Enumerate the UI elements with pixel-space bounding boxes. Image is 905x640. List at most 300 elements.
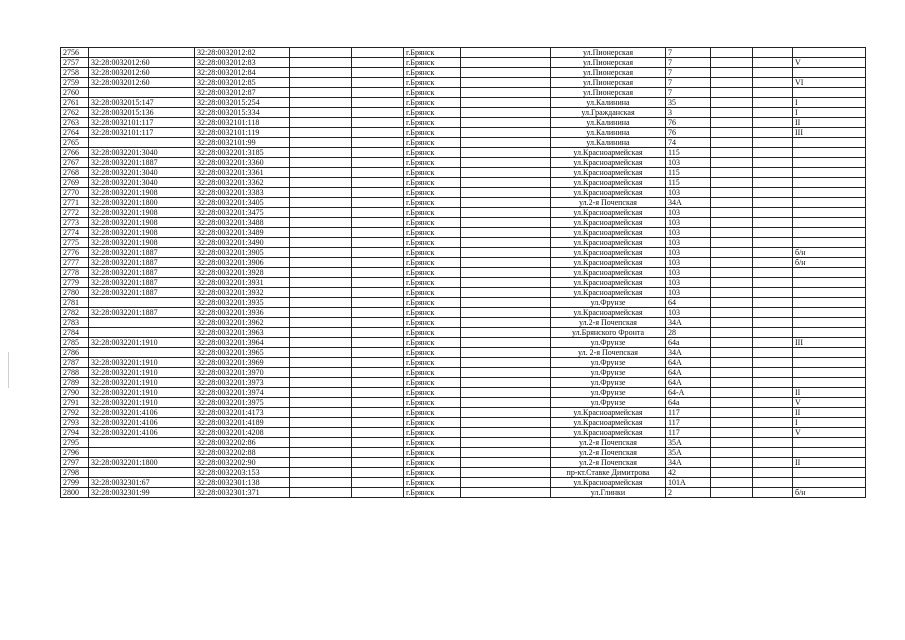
- table-cell: [352, 118, 404, 128]
- table-cell: 32:28:0032301:371: [195, 488, 290, 498]
- table-cell: 32:28:0032201:1887: [89, 258, 195, 268]
- table-cell: 32:28:0032201:1908: [89, 228, 195, 238]
- table-cell: 2779: [61, 278, 89, 288]
- table-cell: 35А: [666, 448, 711, 458]
- table-cell: г.Брянск: [404, 218, 461, 228]
- table-cell: [461, 418, 551, 428]
- table-cell: [711, 58, 753, 68]
- table-cell: [352, 398, 404, 408]
- table-cell: 76: [666, 118, 711, 128]
- table-cell: [352, 348, 404, 358]
- table-cell: 103: [666, 238, 711, 248]
- table-cell: 2798: [61, 468, 89, 478]
- table-cell: 2761: [61, 98, 89, 108]
- table-cell: [753, 438, 793, 448]
- table-cell: [352, 128, 404, 138]
- table-cell: 32:28:0032201:3935: [195, 298, 290, 308]
- table-cell: 32:28:0032015:254: [195, 98, 290, 108]
- table-cell: [290, 48, 352, 58]
- table-cell: ул.Красноармейская: [551, 208, 666, 218]
- table-cell: ул.Пионерская: [551, 88, 666, 98]
- table-cell: [753, 118, 793, 128]
- table-cell: 32:28:0032012:87: [195, 88, 290, 98]
- table-cell: [290, 98, 352, 108]
- table-cell: г.Брянск: [404, 368, 461, 378]
- table-cell: ул.Фрунзе: [551, 378, 666, 388]
- table-cell: [461, 358, 551, 368]
- table-cell: [711, 388, 753, 398]
- table-row: [61, 358, 866, 368]
- table-cell: 115: [666, 148, 711, 158]
- table-cell: 32:28:0032201:4208: [195, 428, 290, 438]
- table-cell: [711, 338, 753, 348]
- table-cell: II: [793, 388, 866, 398]
- table-cell: [290, 388, 352, 398]
- table-cell: [753, 358, 793, 368]
- table-cell: [793, 468, 866, 478]
- table-cell: 103: [666, 228, 711, 238]
- table-row: [61, 178, 866, 188]
- table-cell: 74: [666, 138, 711, 148]
- table-cell: [753, 248, 793, 258]
- table-cell: [753, 458, 793, 468]
- table-cell: 34А: [666, 198, 711, 208]
- table-cell: г.Брянск: [404, 58, 461, 68]
- table-cell: [461, 218, 551, 228]
- table-cell: 7: [666, 58, 711, 68]
- table-cell: 103: [666, 268, 711, 278]
- table-cell: [793, 148, 866, 158]
- table-cell: [711, 308, 753, 318]
- table-row: [61, 98, 866, 108]
- table-cell: 32:28:0032201:1908: [89, 208, 195, 218]
- table-cell: 34А: [666, 318, 711, 328]
- table-row: [61, 198, 866, 208]
- table-cell: 2773: [61, 218, 89, 228]
- table-cell: 32:28:0032201:3969: [195, 358, 290, 368]
- table-cell: [753, 158, 793, 168]
- table-cell: [461, 178, 551, 188]
- table-cell: 32:28:0032012:60: [89, 68, 195, 78]
- table-cell: [461, 348, 551, 358]
- table-cell: [461, 258, 551, 268]
- table-cell: [711, 138, 753, 148]
- table-cell: [352, 418, 404, 428]
- table-cell: [352, 378, 404, 388]
- table-cell: г.Брянск: [404, 138, 461, 148]
- table-cell: 32:28:0032301:99: [89, 488, 195, 498]
- table-cell: 32:28:0032101:118: [195, 118, 290, 128]
- table-cell: 32:28:0032201:3936: [195, 308, 290, 318]
- table-cell: [793, 228, 866, 238]
- table-cell: [352, 88, 404, 98]
- table-cell: 2789: [61, 378, 89, 388]
- table-cell: [753, 448, 793, 458]
- table-row: [61, 448, 866, 458]
- table-cell: 103: [666, 258, 711, 268]
- table-row: [61, 348, 866, 358]
- table-cell: [461, 118, 551, 128]
- table-cell: [711, 98, 753, 108]
- table-cell: ул.Красноармейская: [551, 418, 666, 428]
- table-cell: г.Брянск: [404, 458, 461, 468]
- table-cell: [711, 378, 753, 388]
- table-cell: [461, 88, 551, 98]
- table-cell: [753, 348, 793, 358]
- table-cell: [290, 228, 352, 238]
- table-cell: [290, 148, 352, 158]
- table-cell: [89, 348, 195, 358]
- table-cell: г.Брянск: [404, 128, 461, 138]
- table-cell: ул.Фрунзе: [551, 338, 666, 348]
- table-cell: [753, 188, 793, 198]
- table-cell: [793, 168, 866, 178]
- table-cell: 2768: [61, 168, 89, 178]
- table-cell: ул.Калинина: [551, 98, 666, 108]
- table-cell: [753, 308, 793, 318]
- table-cell: 32:28:0032201:3928: [195, 268, 290, 278]
- table-cell: [290, 288, 352, 298]
- table-cell: [461, 188, 551, 198]
- table-cell: [290, 208, 352, 218]
- table-cell: 32:28:0032015:136: [89, 108, 195, 118]
- table-cell: [711, 258, 753, 268]
- table-cell: 2791: [61, 398, 89, 408]
- table-cell: 2787: [61, 358, 89, 368]
- table-cell: [290, 448, 352, 458]
- table-cell: 2795: [61, 438, 89, 448]
- table-cell: [753, 108, 793, 118]
- table-cell: ул.Фрунзе: [551, 358, 666, 368]
- table-cell: [290, 358, 352, 368]
- table-cell: [461, 318, 551, 328]
- table-cell: г.Брянск: [404, 278, 461, 288]
- table-cell: [461, 478, 551, 488]
- table-row: [61, 368, 866, 378]
- table-cell: [711, 168, 753, 178]
- table-cell: [352, 218, 404, 228]
- table-cell: [290, 118, 352, 128]
- table-cell: 32:28:0032201:1908: [89, 218, 195, 228]
- table-cell: [753, 378, 793, 388]
- table-cell: г.Брянск: [404, 98, 461, 108]
- table-cell: [793, 88, 866, 98]
- table-cell: 2762: [61, 108, 89, 118]
- table-cell: [461, 438, 551, 448]
- table-cell: 32:28:0032015:147: [89, 98, 195, 108]
- table-cell: 2763: [61, 118, 89, 128]
- table-cell: [290, 268, 352, 278]
- table-cell: [793, 348, 866, 358]
- table-cell: [461, 448, 551, 458]
- table-row: [61, 338, 866, 348]
- table-cell: г.Брянск: [404, 158, 461, 168]
- table-cell: 42: [666, 468, 711, 478]
- table-cell: [461, 378, 551, 388]
- table-cell: [793, 68, 866, 78]
- table-row: [61, 138, 866, 148]
- table-cell: г.Брянск: [404, 118, 461, 128]
- table-cell: [290, 238, 352, 248]
- table-cell: [89, 468, 195, 478]
- table-cell: [352, 208, 404, 218]
- table-cell: 32:28:0032201:3383: [195, 188, 290, 198]
- table-row: [61, 208, 866, 218]
- table-cell: ул.2-я Почепская: [551, 448, 666, 458]
- table-cell: [793, 238, 866, 248]
- table-cell: V: [793, 428, 866, 438]
- table-cell: III: [793, 128, 866, 138]
- table-cell: [711, 458, 753, 468]
- table-cell: [711, 448, 753, 458]
- table-cell: [793, 478, 866, 488]
- table-cell: [753, 328, 793, 338]
- table-cell: 32:28:0032201:3965: [195, 348, 290, 358]
- table-cell: г.Брянск: [404, 188, 461, 198]
- table-cell: [711, 268, 753, 278]
- table-cell: 32:28:0032012:85: [195, 78, 290, 88]
- table-cell: [461, 398, 551, 408]
- table-cell: [753, 258, 793, 268]
- table-cell: [352, 308, 404, 318]
- table-cell: 2788: [61, 368, 89, 378]
- table-cell: [290, 368, 352, 378]
- table-cell: 103: [666, 308, 711, 318]
- table-cell: [89, 318, 195, 328]
- table-cell: 32:28:0032012:60: [89, 58, 195, 68]
- table-cell: [290, 68, 352, 78]
- table-cell: ул.Калинина: [551, 128, 666, 138]
- table-cell: [461, 278, 551, 288]
- table-cell: [793, 208, 866, 218]
- table-row: [61, 428, 866, 438]
- table-cell: ул.2-я Почепская: [551, 318, 666, 328]
- table-cell: 32:28:0032201:3361: [195, 168, 290, 178]
- table-cell: [793, 298, 866, 308]
- table-cell: ул.Калинина: [551, 118, 666, 128]
- table-cell: [711, 468, 753, 478]
- table-cell: [753, 418, 793, 428]
- table-cell: [793, 158, 866, 168]
- table-cell: г.Брянск: [404, 198, 461, 208]
- table-cell: [461, 428, 551, 438]
- table-cell: 32:28:0032202:86: [195, 438, 290, 448]
- table-cell: [711, 298, 753, 308]
- table-cell: [711, 178, 753, 188]
- table-cell: II: [793, 118, 866, 128]
- table-cell: [352, 488, 404, 498]
- table-cell: [461, 58, 551, 68]
- table-cell: [290, 488, 352, 498]
- table-cell: 2799: [61, 478, 89, 488]
- table-cell: 2781: [61, 298, 89, 308]
- table-row: [61, 288, 866, 298]
- table-cell: 2760: [61, 88, 89, 98]
- table-cell: [290, 198, 352, 208]
- table-cell: [290, 278, 352, 288]
- table-cell: [352, 328, 404, 338]
- table-cell: [352, 318, 404, 328]
- table-cell: 32:28:0032201:3489: [195, 228, 290, 238]
- table-cell: [290, 478, 352, 488]
- table-cell: 32:28:0032201:3906: [195, 258, 290, 268]
- table-cell: [461, 468, 551, 478]
- table-cell: [793, 438, 866, 448]
- table-cell: 32:28:0032012:84: [195, 68, 290, 78]
- table-cell: 32:28:0032201:3185: [195, 148, 290, 158]
- table-cell: б/н: [793, 248, 866, 258]
- table-cell: [753, 128, 793, 138]
- table-cell: 2775: [61, 238, 89, 248]
- table-cell: [793, 318, 866, 328]
- table-cell: [290, 178, 352, 188]
- table-cell: [290, 318, 352, 328]
- table-cell: ул.Красноармейская: [551, 178, 666, 188]
- table-cell: [290, 298, 352, 308]
- table-cell: 32:28:0032012:83: [195, 58, 290, 68]
- table-cell: [753, 58, 793, 68]
- table-cell: 3: [666, 108, 711, 118]
- table-cell: г.Брянск: [404, 258, 461, 268]
- table-cell: [290, 138, 352, 148]
- table-cell: III: [793, 338, 866, 348]
- table-cell: 2792: [61, 408, 89, 418]
- table-cell: [290, 158, 352, 168]
- table-cell: [711, 438, 753, 448]
- table-row: [61, 398, 866, 408]
- table-cell: [711, 128, 753, 138]
- table-cell: ул.Глинки: [551, 488, 666, 498]
- table-cell: [352, 388, 404, 398]
- table-cell: [753, 388, 793, 398]
- table-cell: [461, 108, 551, 118]
- table-cell: [753, 78, 793, 88]
- table-cell: ул.Калинина: [551, 138, 666, 148]
- table-cell: 32:28:0032201:3040: [89, 168, 195, 178]
- table-cell: [793, 178, 866, 188]
- table-cell: г.Брянск: [404, 328, 461, 338]
- table-cell: [352, 428, 404, 438]
- table-cell: [290, 468, 352, 478]
- table-cell: [711, 288, 753, 298]
- table-cell: 64а: [666, 398, 711, 408]
- table-cell: ул.Красноармейская: [551, 228, 666, 238]
- table-cell: [352, 108, 404, 118]
- table-cell: 32:28:0032201:1887: [89, 288, 195, 298]
- table-cell: 32:28:0032201:1887: [89, 278, 195, 288]
- table-cell: 2797: [61, 458, 89, 468]
- table-cell: 2778: [61, 268, 89, 278]
- table-cell: 2796: [61, 448, 89, 458]
- table-cell: 32:28:0032201:3962: [195, 318, 290, 328]
- table-cell: [352, 188, 404, 198]
- table-cell: г.Брянск: [404, 408, 461, 418]
- table-cell: [711, 188, 753, 198]
- table-cell: ул.Красноармейская: [551, 278, 666, 288]
- table-row: [61, 238, 866, 248]
- table-cell: [461, 98, 551, 108]
- table-cell: [352, 238, 404, 248]
- table-cell: [290, 458, 352, 468]
- table-cell: 2776: [61, 248, 89, 258]
- table-cell: [290, 188, 352, 198]
- table-cell: [89, 448, 195, 458]
- table-cell: [352, 138, 404, 148]
- table-cell: [461, 78, 551, 88]
- table-cell: 2759: [61, 78, 89, 88]
- table-cell: [290, 78, 352, 88]
- table-cell: 28: [666, 328, 711, 338]
- table-cell: [352, 358, 404, 368]
- table-cell: [89, 138, 195, 148]
- table-cell: [793, 368, 866, 378]
- table-cell: [461, 128, 551, 138]
- table-cell: [352, 338, 404, 348]
- table-cell: г.Брянск: [404, 178, 461, 188]
- table-cell: ул.Фрунзе: [551, 388, 666, 398]
- table-cell: 32:28:0032201:4106: [89, 428, 195, 438]
- table-cell: 32:28:0032015:334: [195, 108, 290, 118]
- table-cell: [753, 48, 793, 58]
- table-row: [61, 108, 866, 118]
- table-cell: [793, 308, 866, 318]
- table-cell: 32:28:0032201:3905: [195, 248, 290, 258]
- table-cell: [753, 468, 793, 478]
- table-cell: [711, 318, 753, 328]
- table-cell: 2782: [61, 308, 89, 318]
- table-cell: [753, 278, 793, 288]
- table-cell: [711, 418, 753, 428]
- table-cell: [753, 88, 793, 98]
- table-cell: [461, 388, 551, 398]
- table-cell: 64А: [666, 378, 711, 388]
- table-row: [61, 258, 866, 268]
- table-cell: 32:28:0032201:3975: [195, 398, 290, 408]
- table-cell: [290, 248, 352, 258]
- table-cell: 32:28:0032012:82: [195, 48, 290, 58]
- table-cell: г.Брянск: [404, 168, 461, 178]
- table-cell: 32:28:0032201:3964: [195, 338, 290, 348]
- table-cell: 64А: [666, 368, 711, 378]
- table-cell: [352, 438, 404, 448]
- table-cell: 34А: [666, 458, 711, 468]
- table-cell: [711, 78, 753, 88]
- table-cell: г.Брянск: [404, 388, 461, 398]
- table-cell: 35А: [666, 438, 711, 448]
- table-cell: 32:28:0032201:1800: [89, 198, 195, 208]
- table-cell: 32:28:0032201:1910: [89, 358, 195, 368]
- table-cell: [461, 458, 551, 468]
- table-cell: 2793: [61, 418, 89, 428]
- table-cell: г.Брянск: [404, 348, 461, 358]
- table-cell: [352, 458, 404, 468]
- table-cell: [711, 88, 753, 98]
- table-row: [61, 248, 866, 258]
- table-cell: 32:28:0032201:4189: [195, 418, 290, 428]
- table-cell: [461, 238, 551, 248]
- table-cell: ул.Красноармейская: [551, 158, 666, 168]
- table-cell: 32:28:0032201:4106: [89, 408, 195, 418]
- table-cell: [352, 198, 404, 208]
- table-row: [61, 278, 866, 288]
- table-cell: [793, 218, 866, 228]
- table-cell: ул.Красноармейская: [551, 248, 666, 258]
- table-cell: [753, 238, 793, 248]
- table-cell: [352, 268, 404, 278]
- table-cell: ул.Пионерская: [551, 68, 666, 78]
- table-cell: 2765: [61, 138, 89, 148]
- table-cell: 2764: [61, 128, 89, 138]
